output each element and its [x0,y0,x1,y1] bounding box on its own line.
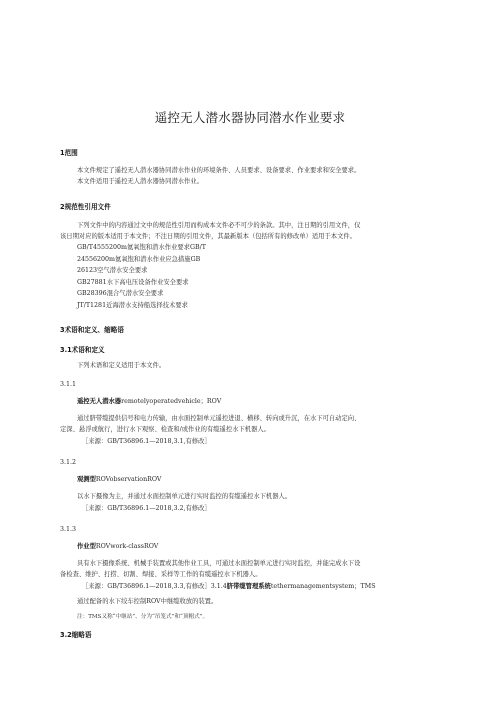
term-definition-line-2: 定深、悬浮或航行，进行水下观察、检查和/或作业的有缆遥控水下机器人。 [60,426,270,433]
section-1-paragraph-2: 本文件适用于遥控无人潜水器协同潜水作业。 [77,178,203,185]
term-english: ROVwork-classROV [95,543,159,550]
term-note: 注：TMS又称“中继站”、分为“吊笼式”和“顶帽式”。 [77,614,209,620]
term-number: 3.1.3 [60,526,77,533]
section-2-paragraph-line-1: 下列文件中的内容通过文中的规范性引用而构成本文件必不可少的条款。其中，注日期的引用文件，仅 [77,222,361,229]
section-3-1-heading: 3.1术语和定义 [60,346,105,354]
term-name: 观测型 [77,476,96,483]
reference-item: 26123空气潜水安全要求 [77,267,148,274]
section-1-heading: 1范围 [60,149,78,157]
section-3-1-intro: 下列术语和定义适用于本文件。 [77,362,166,369]
document-title: 遥控无人潜水器协同潜水作业要求 [154,110,346,125]
term-source: ［来源：GB/T36896.1—2018,3.2,有修改］ [82,505,211,512]
reference-item: GB28396混合气潜水安全要求 [77,290,164,297]
term-name: 脐带缆管理系统 [226,583,271,590]
term-entry [77,476,162,484]
term-english: remotelyoperatedvehicle；ROV [121,398,222,405]
term-entry [77,543,158,551]
term-definition-line-1: 以水下摄像为主，并通过水面控制单元进行实时监控的有缆遥控水下机器人。 [77,493,292,500]
reference-item: 24556200m氦氧饱和潜水作业应急措施GB [77,256,201,263]
term-definition-line-1: 通过脐带缆提供信号和电力传输，由水面控制单元遥控进退、横移、转向或升沉，在水下可自动定向、 [77,415,361,422]
term-definition-line-1: 具有水下摄像系统、机械手装置或其他作业工具，可通过水面控制单元进行实时监控，并能完成水下设 [77,560,361,567]
term-number: 3.1.2 [60,459,77,466]
term-name: 作业型 [77,543,96,550]
section-2-heading: 2规范性引用文件 [60,203,111,211]
term-name: 遥控无人潜水器 [77,398,122,405]
term-entry [77,398,221,406]
term-english: ROVobservationROV [95,476,162,483]
section-3-2-heading: 3.2缩略语 [60,631,92,639]
term-source: ［来源：GB/T36896.1—2018,3.3,有修改］3.1.4 [82,583,227,590]
section-3-heading: 3术语和定义、缩略语 [60,326,124,334]
reference-item: JT/T1281近海潜水支持船选择技术要求 [77,302,188,309]
term-number: 3.1.1 [60,381,77,388]
section-1-paragraph-1: 本文件规定了遥控无人潜水器协同潜水作业的环境条件、人员要求、设备要求、作业要求和安全要求。 [77,167,361,174]
term-source: ［来源：GB/T36896.1—2018,3.1,有修改］ [82,438,211,445]
reference-item: GB27881水下高电压设备作业安全要求 [77,279,189,286]
term-english: tethermanagementsystem；TMS [270,583,376,590]
reference-item: GB/T4555200m氦氧饱和潜水作业要求GB/T [77,244,206,251]
section-2-paragraph-line-2: 该日期对应的版本适用于本文件；不注日期的引用文件，其最新版本（包括所有的修改单）适用于本文件。 [60,233,356,240]
term-source-with-next-term [82,583,376,591]
term-definition-line-2: 备检查、维护、打捞、切割、焊接、采样等工作的有缆遥控水下机器人。 [60,571,262,578]
term-definition-line-1: 通过配备的水下绞车控制ROV中继缆收放的装置。 [77,598,218,605]
